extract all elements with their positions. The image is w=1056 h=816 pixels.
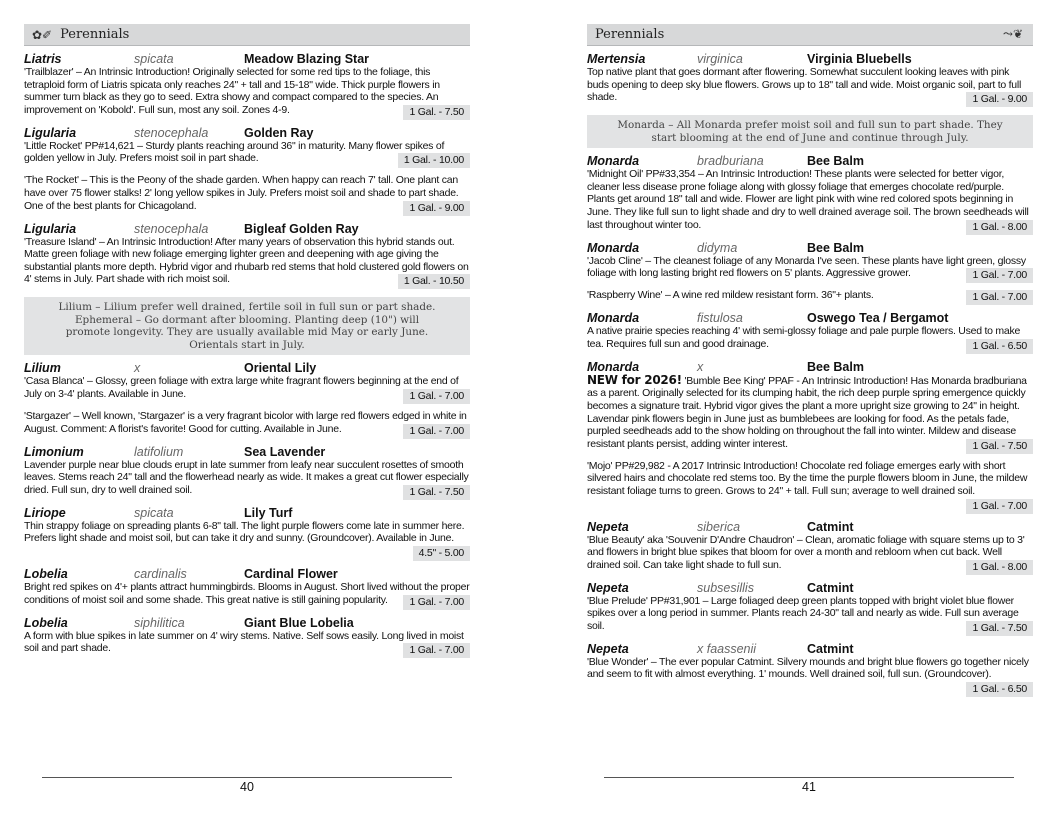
plant-description [587, 595, 1033, 636]
species-name: subsesillis [697, 580, 754, 595]
price-tag: 1 Gal. - 7.00 [403, 643, 470, 658]
price-tag: 1 Gal. - 7.50 [966, 621, 1033, 636]
genus-name: Monarda [587, 311, 640, 326]
plant-name-row [24, 126, 470, 140]
species-name: fistulosa [697, 311, 743, 326]
species-name: x [697, 359, 704, 374]
price-tag: 1 Gal. - 7.50 [966, 439, 1033, 454]
page-content [24, 52, 470, 658]
plant-description [587, 289, 1033, 305]
common-name: Bigleaf Golden Ray [244, 221, 359, 236]
flower-ornament-icon: ✿✐ [32, 27, 53, 42]
plant-name-row [24, 506, 470, 520]
genus-name: Monarda [587, 359, 640, 374]
description-text: 'Blue Wonder' – The ever popular Catmint. Silvery mounds and bright blue flowers go together nicely and seem to fit with almost everything. 1' mounds. Well drained soil, full sun. (Groundcover). [587, 655, 1029, 681]
plant-entry [24, 567, 470, 610]
plant-entry [24, 222, 470, 290]
plant-entry [24, 616, 470, 659]
plant-name-row [587, 241, 1033, 255]
description-text: 'Bumble Bee King' PPAF - An Intrinsic Introduction! Has Monarda bradburiana as a parent. Originally selected for its clumping habit, the rich deep purple spring emergence quickly becomes a signature trait. Hybrid vigor gives the plant a more upright size growing to 24" in height. Lavendar pink flowers begin in June just as bumblebees are looking for food. As the petals fade, purpled seedheads add to the show holding on throughout the fall into winter. Mildew and disease resistant plants persist, adding winter interest. [587, 374, 1027, 450]
plant-name-row [24, 445, 470, 459]
genus-name: Nepeta [587, 641, 629, 656]
right-page [587, 24, 1033, 697]
price-tag: 1 Gal. - 7.50 [403, 105, 470, 120]
common-name: Meadow Blazing Star [244, 52, 370, 66]
common-name: Bee Balm [807, 240, 864, 255]
plant-name-row [587, 154, 1033, 168]
price-tag: 1 Gal. - 9.00 [966, 92, 1033, 107]
species-name: x [134, 361, 141, 376]
plant-description [587, 374, 1033, 454]
common-name: Catmint [807, 519, 854, 534]
description-text: A native prairie species reaching 4' with semi-glossy foliage and pale purple flowers. Used to make tea. Requires full sun and good drainage. [587, 325, 1021, 350]
common-name: Oswego Tea / Bergamot [807, 311, 949, 326]
species-name: bradburiana [697, 154, 764, 169]
section-title: Perennials [595, 27, 665, 42]
plant-name-row [587, 311, 1033, 325]
plant-name-row [24, 567, 470, 581]
species-name: cardinalis [134, 566, 187, 581]
genus-name: Mertensia [587, 52, 646, 66]
plant-name-row [587, 520, 1033, 534]
genus-name: Liriope [24, 505, 66, 520]
genus-name: Nepeta [587, 519, 629, 534]
plant-name-row [587, 360, 1033, 374]
plant-entry [24, 126, 470, 216]
plant-description [24, 174, 470, 215]
culture-note: Monarda – All Monarda prefer moist soil and full sun to part shade. They start blooming at the end of June and continue through July. [587, 115, 1033, 148]
price-tag: 4.5" - 5.00 [413, 546, 470, 561]
plant-name-row [24, 616, 470, 630]
plant-description [587, 325, 1033, 354]
plant-description [587, 66, 1033, 107]
plant-description [587, 460, 1033, 514]
page-header [24, 24, 470, 46]
description-text: 'Blue Beauty' aka 'Souvenir D'Andre Chaudron' – Clean, aromatic foliage with square stems up to 3' and flowers in bright blue spikes that bloom for over a month and rebloom when cut back. Well drained soil. Can take light shade to full sun. [587, 533, 1025, 571]
price-tag: 1 Gal. - 9.00 [403, 201, 470, 216]
price-tag: 1 Gal. - 6.50 [966, 339, 1033, 354]
species-name: virginica [697, 52, 743, 66]
common-name: Giant Blue Lobelia [244, 615, 354, 630]
description-text: 'Little Rocket' PP#14,621 – Sturdy plants reaching around 36" in maturity. Many flower spikes of golden yellow in July. Prefers moist soil in part shade. [24, 139, 445, 165]
plant-description [24, 140, 470, 169]
plant-name-row [24, 222, 470, 236]
plant-entry [587, 241, 1033, 306]
left-page [24, 24, 470, 658]
species-name: didyma [697, 240, 738, 255]
plant-entry [24, 52, 470, 120]
genus-name: Ligularia [24, 125, 77, 140]
culture-note: Lilium – Lilium prefer well drained, fertile soil in full sun or part shade. Ephemeral – Go dormant after blooming. Planting deep (10") will promote longevity. They are usually available mid May or early June. Orientals start in July. [24, 297, 470, 355]
page-header [587, 24, 1033, 46]
section-title: Perennials [60, 27, 130, 42]
price-tag: 1 Gal. - 7.00 [403, 424, 470, 439]
species-name: siberica [697, 519, 741, 534]
plant-description [24, 630, 470, 659]
description-text: 'Casa Blanca' – Glossy, green foliage with extra large white fragrant flowers beginning at the end of July on 3-4' plants. Available in June. [24, 375, 459, 400]
price-tag: 1 Gal. - 7.00 [403, 389, 470, 404]
price-tag: 1 Gal. - 8.00 [966, 220, 1033, 235]
price-tag: 1 Gal. - 7.50 [403, 485, 470, 500]
price-tag: 1 Gal. - 7.00 [966, 290, 1033, 305]
genus-name: Nepeta [587, 580, 629, 595]
price-tag: 1 Gal. - 7.00 [966, 268, 1033, 283]
bird-ornament-icon: ⤳❦ [1002, 27, 1023, 41]
plant-name-row [24, 361, 470, 375]
common-name: Catmint [807, 641, 854, 656]
page-content [587, 52, 1033, 697]
plant-description [24, 236, 470, 290]
genus-name: Lobelia [24, 615, 68, 630]
species-name: latifolium [134, 444, 184, 459]
common-name: Catmint [807, 580, 854, 595]
genus-name: Lilium [24, 361, 61, 376]
description-text: 'Mojo' PP#29,982 - A 2017 Intrinsic Introduction! Chocolate red foliage emerges early with short silvered hairs and chocolate red stems too. By the time the purple flowers bloom in June, the mildew resistant foliage turns to green. Grows to 24" + tall. Full sun; average to well drained soil. [587, 459, 1028, 497]
description-text: Top native plant that goes dormant after flowering. Somewhat succulent looking leaves with pink buds opening to deep sky blue flowers. Grows up to 18" tall and wide. Moist organic soil, part to full shade. [587, 66, 1022, 104]
plant-name-row [587, 52, 1033, 66]
description-text: Lavender purple near blue clouds erupt in late summer from leafy near succulent rosettes of smooth leaves. Stems reach 24" tall and the flowerhead nearly as wide. It makes a great cut flower especially dried. Full sun, dry to well drained soil. [24, 458, 469, 496]
genus-name: Monarda [587, 154, 640, 169]
common-name: Lily Turf [244, 505, 293, 520]
description-text: Bright red spikes on 4'+ plants attract hummingbirds. Blooms in August. Short lived without the proper conditions of moist soil and some shade. This great native is still gaining popularity. [24, 580, 470, 606]
plant-entry [587, 520, 1033, 575]
species-name: x faassenii [697, 641, 757, 656]
common-name: Bee Balm [807, 359, 864, 374]
description-text: 'Raspberry Wine' – A wine red mildew resistant form. 36"+ plants. [587, 289, 874, 302]
common-name: Cardinal Flower [244, 566, 338, 581]
plant-entry [587, 154, 1033, 234]
plant-entry [24, 361, 470, 438]
price-tag: 1 Gal. - 10.00 [398, 153, 470, 168]
plant-name-row [24, 52, 470, 66]
description-text: A form with blue spikes in late summer on 4' wiry stems. Native. Self sows easily. Long lived in moist soil and part shade. [24, 629, 464, 655]
description-text: Thin strappy foliage on spreading plants 6-8" tall. The light purple flowers come late in summer here. Prefers light shade and moist soil, but can take it dry and sunny. (Groundcover). Available in June. [24, 519, 465, 545]
description-text: 'The Rocket' – This is the Peony of the shade garden. When happy can reach 7' tall. One plant can have over 75 flower stalks! 2' long yellow spikes in July. Prefers moist soil and shade to part shade. One of the best plants for Chicagoland. [24, 174, 459, 212]
plant-description [587, 255, 1033, 284]
new-badge: NEW for 2026! [587, 372, 682, 387]
species-name: siphilitica [134, 615, 185, 630]
plant-description [587, 168, 1033, 234]
plant-entry [587, 642, 1033, 697]
species-name: stenocephala [134, 125, 209, 140]
description-text: 'Blue Prelude' PP#31,901 – Large foliaged deep green plants topped with bright violet blue flower spikes over a long period in summer. Plants reach 24-30" tall and nearly as wide. Full sun average soil. [587, 594, 1019, 632]
plant-entry [587, 311, 1033, 354]
genus-name: Limonium [24, 444, 84, 459]
common-name: Golden Ray [244, 125, 314, 140]
genus-name: Liatris [24, 52, 62, 66]
description-text: 'Jacob Cline' – The cleanest foliage of any Monarda I've seen. These plants have light green, glossy foliage with long lasting bright red flowers on 5' plants. Aggressive grower. [587, 254, 1026, 280]
description-text: 'Midnight Oil' PP#33,354 – An Intrinsic Introduction! These plants were selected for better vigor, cleaner less disease prone foliage along with glossy foliage that emerges chocolate red/purple. Plants get around 18" tall and wide. Flower are light pink with wine red colored spots beginning in June. They like full sun to light shade and dry to well drained average soil. The brown seedheads will last throughout winter too. [587, 168, 1029, 231]
plant-entry [587, 360, 1033, 514]
plant-entry [587, 52, 1033, 107]
price-tag: 1 Gal. - 10.50 [398, 274, 470, 289]
common-name: Bee Balm [807, 154, 864, 169]
plant-description [587, 656, 1033, 697]
plant-description [24, 66, 470, 120]
common-name: Virginia Bluebells [807, 52, 912, 66]
plant-entry [24, 445, 470, 500]
description-text: 'Treasure Island' – An Intrinsic Introduction! After many years of observation this hybrid stands out. Matte green foliage with new foliage emerging lighter green and deepening with age giving the substantial plants more depth. Hybrid vigor and rhubarb red stems that hold clustered gold flowers on 4' stems in July. Part shade with rich moist soil. [24, 235, 469, 286]
page-number: 40 [42, 777, 452, 794]
price-tag: 1 Gal. - 7.00 [403, 595, 470, 610]
species-name: stenocephala [134, 221, 209, 236]
price-tag: 1 Gal. - 8.00 [966, 560, 1033, 575]
plant-description [24, 375, 470, 404]
plant-description [24, 520, 470, 561]
common-name: Sea Lavender [244, 444, 326, 459]
plant-description [24, 410, 470, 439]
description-text: 'Trailblazer' – An Intrinsic Introduction! Originally selected for some red tips to the foliage, this tetraploid form of Liatris spicata only reaches 24" + tall and 15-18" wide. Thick purple flowers in summer turn black as they go to seed. Extra showy and compact compared to the species. An improvement on 'Kobold'. Full sun, most any soil. Zones 4-9. [24, 66, 440, 116]
description-text: 'Stargazer' – Well known, 'Stargazer' is a very fragrant bicolor with large red flowers edged in white in August. Comment: A florist's favorite! Good for cutting. Available in June. [24, 409, 467, 435]
genus-name: Monarda [587, 240, 640, 255]
plant-entry [24, 506, 470, 561]
genus-name: Lobelia [24, 566, 68, 581]
price-tag: 1 Gal. - 6.50 [966, 682, 1033, 697]
plant-description [24, 581, 470, 610]
price-tag: 1 Gal. - 7.00 [966, 499, 1033, 514]
page-number: 41 [604, 777, 1014, 794]
plant-entry [587, 581, 1033, 636]
species-name: spicata [134, 505, 174, 520]
genus-name: Ligularia [24, 221, 77, 236]
plant-description [587, 534, 1033, 575]
species-name: spicata [134, 52, 174, 66]
plant-description [24, 459, 470, 500]
common-name: Oriental Lily [244, 361, 317, 376]
plant-name-row [587, 581, 1033, 595]
plant-name-row [587, 642, 1033, 656]
